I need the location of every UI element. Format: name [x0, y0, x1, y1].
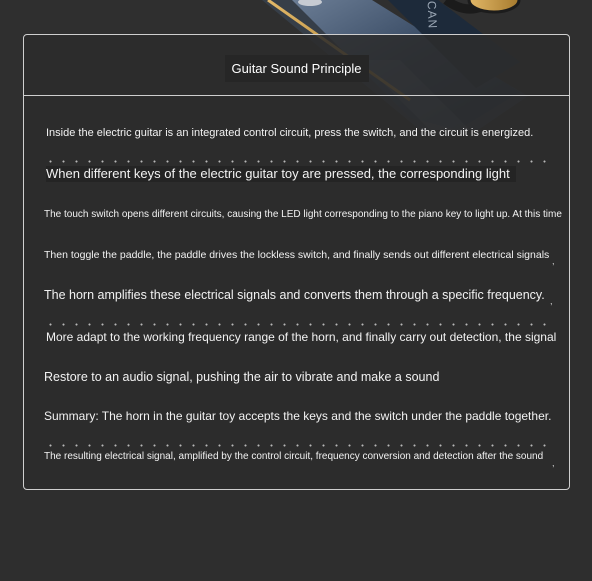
principle-line-5: The horn amplifies these electrical signals and converts them through a specific frequency.: [44, 288, 545, 302]
tick-mark: ,: [552, 256, 555, 266]
dotted-separator: [44, 444, 554, 447]
dotted-separator: [44, 323, 554, 326]
principle-line-6: More adapt to the working frequency range of the horn, and finally carry out detection, the signal: [46, 330, 557, 344]
principle-line-1: Inside the electric guitar is an integrated control circuit, press the switch, and the circuit is energized.: [46, 127, 534, 139]
tick-mark: ,: [552, 458, 555, 468]
panel-header: [24, 35, 569, 96]
tick-mark: ,: [550, 296, 553, 306]
principle-panel: [23, 34, 570, 490]
dotted-separator: [44, 160, 554, 163]
principle-line-8: Summary: The horn in the guitar toy accepts the keys and the switch under the paddle together.: [44, 409, 552, 423]
principle-line-2: When different keys of the electric guitar toy are pressed, the corresponding light: [46, 166, 516, 182]
principle-line-7: Restore to an audio signal, pushing the air to vibrate and make a sound: [44, 370, 440, 384]
principle-line-4: Then toggle the paddle, the paddle drives the lockless switch, and finally sends out different electrical signals: [44, 249, 550, 261]
principle-line-3: The touch switch opens different circuits, causing the LED light corresponding to the piano key to light up. At this time: [44, 209, 562, 220]
panel-title: Guitar Sound Principle: [224, 55, 368, 82]
device-label: CAN: [424, 0, 440, 30]
principle-line-9: The resulting electrical signal, amplified by the control circuit, frequency conversion and detection after the sound: [44, 451, 544, 462]
